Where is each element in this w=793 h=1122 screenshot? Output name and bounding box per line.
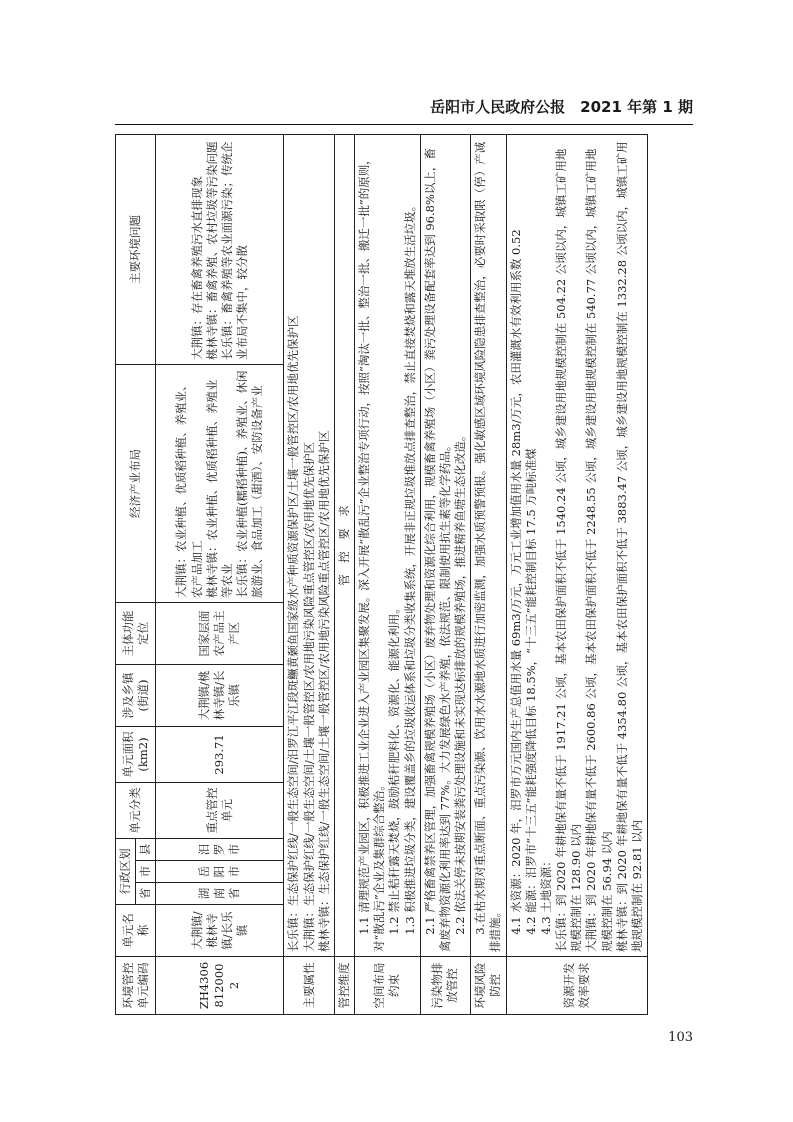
header-row-1	[116, 134, 136, 1014]
resource-content	[506, 134, 648, 956]
spatial-line: 1.3 积极推进垃圾分类，建设覆盖乡的垃圾收运体系和垃圾分类收集系统，开展非正规垃圾堆放点排查整治，禁止直接焚烧和露天堆放生活垃圾。	[402, 199, 417, 935]
resource-row	[506, 134, 648, 1014]
cell-problems: 大荆镇：存在畜禽养殖污水直排现象 桃林寺镇：畜禽养殖、农村垃圾等污染问题 长乐镇：畜禽养殖等农业面源污染；传统企业布局不集中，较分散	[156, 134, 284, 364]
requirements-label: 管 控 要 求	[334, 134, 354, 956]
col-code: 环境管控单元编码	[116, 957, 156, 1015]
attributes-label: 主要属性	[284, 957, 335, 1015]
col-city: 市	[136, 861, 156, 883]
risk-content	[471, 134, 506, 956]
pollution-content	[420, 134, 471, 956]
header-rule	[115, 124, 693, 125]
col-name: 单元名称	[116, 905, 156, 957]
resource-line: 桃林寺镇：到 2020 年耕地保有量不低于 4354.80 公顷，基本农田保护面积不低于 3883.47 公顷，城乡建设用地规模控制在 1332.28 公顷以内，城镇工矿用地规模控制在 92.81 以内	[614, 141, 644, 952]
pollution-line: 2.1 严格畜禽禁养区管理，加强畜禽规模养殖场（小区）废弃物处理和资源化综合利用，规模畜禽养殖场（小区）粪污处理设备配套率达到 96.8%以上，畜禽废弃物资源化利用率达到 77%。大力发展绿色水产养殖，依法规范、限制使用抗生素等化学药品。	[422, 148, 452, 952]
cell-industry: 大荆镇：农业种植、优质稻种植、养殖业、农产品加工 桃林寺镇：农业种植、优质稻种植、养殖业等农业 长乐镇：农业种植(糯稻种植)、养殖业、休闲旅游业、食品加工（甜酒）、安防设备产业	[156, 364, 284, 602]
resource-line: 4.3 土地资源：	[538, 855, 553, 935]
risk-row	[471, 134, 506, 1014]
cell-name: 大荆镇/桃林寺镇/长乐镇	[156, 905, 284, 957]
risk-label: 环境风险防控	[471, 957, 506, 1015]
col-towns: 涉及乡镇(街道)	[116, 664, 156, 726]
col-admin: 行政区划	[116, 838, 136, 904]
risk-line: 3.在枯水期对重点断面、重点污染源、饮用水水源地水质进行加密监测，加强水质预警预报。强化敏感区域环境风险隐患排查整治，必要时采取限（停）产减排措施。	[473, 141, 503, 952]
resource-line: 大荆镇：到 2020 年耕地保有量不低于 2600.86 公顷，基本农田保护面积不低于 2248.55 公顷，城乡建设用地规模控制在 540.77 公顷以内，城镇工矿用地规模控制在 56.94 以内	[584, 148, 614, 952]
col-area: 单元面积(km2)	[116, 726, 156, 782]
pollution-label: 污染物排放管控	[420, 957, 471, 1015]
cell-city: 岳阳市	[156, 861, 284, 883]
resource-line: 长乐镇：到 2020 年耕地保有量不低于 1917.21 公顷，基本农田保护面积不低于 1540.24 公顷，城乡建设用地规模控制在 504.22 公顷以内，城镇工矿用地规模控制在 128.90 以内	[554, 148, 584, 952]
page-number: 103	[668, 1030, 693, 1045]
cell-function: 国家层面农产品主产区	[156, 602, 284, 664]
cell-type: 重点管控单元	[156, 782, 284, 838]
attributes-line: 大荆镇：生态保护红线/一般生态空间/土壤一般管控区/农用地污染风险重点管控区/农用地优先保护区	[301, 442, 316, 952]
spatial-row	[355, 134, 421, 1014]
spatial-content	[355, 134, 421, 956]
dimension-header-row	[334, 134, 354, 1014]
resource-line: 4.1 水资源：2020 年，汨罗市万元国内生产总值用水量 69m3/万元，万元工业增加值用水量 28m3/万元，农田灌溉水有效利用系数 0.52	[508, 229, 523, 935]
pollution-row	[420, 134, 471, 1014]
col-prov: 省	[136, 883, 156, 905]
cell-county: 汨罗市	[156, 838, 284, 860]
attributes-row	[284, 134, 335, 1014]
attributes-line: 桃林寺镇：生态保护红线/一般生态空间/土壤一般管控区/农用地污染风险重点管控区/农用地优先保护区	[316, 430, 331, 952]
gazette-header: 岳阳市人民政府公报 2021 年第 1 期	[430, 98, 693, 116]
col-problems: 主要环境问题	[116, 134, 156, 364]
spatial-line: 1.1 清理规范产业园区，积极推进工业企业进入产业园区集聚发展。深入开展“散乱污”企业整治专项行动，按照“淘汰一批、整治一批、搬迁一批”的原则，对“散乱污”企业及集群综合整治。	[357, 153, 387, 952]
attributes-line: 长乐镇：生态保护红线/一般生态空间/汨罗江平江段斑鳜黄颡鱼国家级水产种质资源保护区/土壤一般管控区/农用地优先保护区	[286, 315, 301, 952]
cell-area: 293.71	[156, 726, 284, 782]
unit-row	[156, 134, 284, 1014]
col-industry: 经济产业布局	[116, 364, 156, 602]
resource-line: 4.2 能源：汨罗市“十三五”能耗强度降低目标 18.5%，“十三五”能耗控制目标 17.5 万吨标准煤	[523, 448, 538, 935]
col-county: 县	[136, 838, 156, 860]
spatial-label: 空间布局约束	[355, 957, 421, 1015]
attributes-content	[284, 134, 335, 956]
resource-label: 资源开发效率要求	[506, 957, 648, 1015]
cell-code: ZH43068120002	[156, 957, 284, 1015]
col-type: 单元分类	[116, 782, 156, 838]
pollution-line: 2.2 依法关停未按期安装粪污处理设施和未实现达标排放的规模养殖场，推进精养鱼塘生态化改造。	[453, 429, 468, 935]
cell-towns: 大荆镇/桃林寺镇/长乐镇	[156, 664, 284, 726]
spatial-line: 1.2 禁止秸秆露天焚烧，鼓励秸秆肥料化、资源化、能源化利用。	[387, 602, 402, 935]
control-unit-table	[115, 134, 648, 1015]
col-function: 主体功能定位	[116, 602, 156, 664]
dimension-label: 管控维度	[334, 957, 354, 1015]
cell-prov: 湖南省	[156, 883, 284, 905]
rotated-table-container	[115, 135, 675, 1015]
